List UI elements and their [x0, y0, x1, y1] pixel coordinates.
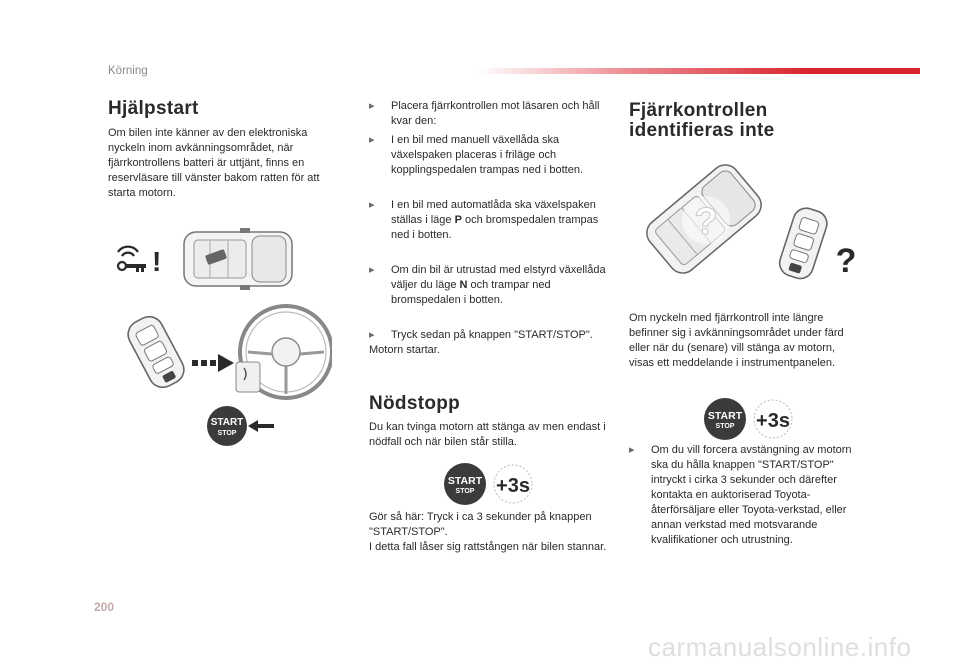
steering-wheel-icon: [228, 298, 332, 406]
section-title: Körning: [108, 65, 148, 77]
bullet-item: ▸ I en bil med automatlåda ska växelspaken ställas i läge P och bromspedalen trampas ned i botten.: [369, 199, 599, 241]
col3-body: Om nyckeln med fjärrkontroll inte längre befinner sig i avkänningsområdet under färd eller när du (senare) vill stänga av motorn, visas ett meddelande i instrumentpanelen.: [629, 312, 844, 369]
col1-body: Om bilen inte känner av den elektroniska nyckeln inom avkänningsområdet, när fjärrkontrollens batteri är uttjänt, finns en reservläsare till vänster bakom ratten för att starta motorn.: [108, 127, 320, 199]
col2-body1: Du kan tvinga motorn att stänga av men endast i nödfall och när bilen står stilla.: [369, 421, 606, 448]
car-top-view-icon: [636, 152, 772, 286]
remote-key-icon: [772, 204, 864, 284]
start-label: START: [707, 410, 743, 422]
col2-body2-line: I detta fall låser sig rattstången när bilen stannar.: [369, 541, 607, 553]
watermark-footer: carmanualsonline.info: [648, 632, 912, 662]
bullet-item: ▸ Om din bil är utrustad med elstyrd växellåda väljer du läge N och trampar ned bromspedalen i botten.: [369, 264, 606, 306]
heading-hjalpstart: Hjälpstart: [108, 98, 199, 119]
start-stop-button-icon: [206, 405, 276, 447]
exclamation-mark: !: [152, 246, 162, 274]
bullet-item: ▸ I en bil med manuell växellåda ska växelspaken placeras i friläge och kopplingspedalen trampas ned i botten.: [369, 134, 584, 176]
plus-3s-icon: +3s: [756, 410, 790, 432]
key-warning-icon: [110, 244, 166, 274]
stop-label: STOP: [715, 423, 735, 430]
plus-3s-icon: +3s: [496, 475, 530, 497]
bullet-item: ▸ Om du vill forcera avstängning av motorn ska du hålla knappen "START/STOP" intryckt i cirka 3 sekunder och därefter kontakta en auktoriserad Toyota-återförsäljare eller Toyota-verkstad, eller annan verkstad med motsvarande kvalifikationer och utrustning.: [629, 444, 852, 546]
bullet-item: ▸ Tryck sedan på knappen "START/STOP".: [369, 329, 593, 341]
stop-label: STOP: [217, 430, 237, 437]
start-label: START: [447, 475, 483, 487]
remote-key-icon: [120, 312, 192, 392]
heading-fjarrkontroll: Fjärrkontrollen identifieras inte: [629, 100, 775, 141]
bullet-item: ▸ Placera fjärrkontrollen mot läsaren och håll kvar den:: [369, 100, 600, 127]
col2-body2-line: Gör så här: Tryck i ca 3 sekunder på knappen "START/STOP".: [369, 511, 592, 538]
start-label: START: [210, 417, 244, 428]
car-top-view-icon: [180, 226, 296, 292]
question-mark-icon: ?: [694, 201, 718, 243]
heading-nodstopp: Nödstopp: [369, 393, 461, 414]
bullet-continuation: Motorn startar.: [369, 344, 440, 356]
question-mark-icon: ?: [835, 242, 857, 280]
start-stop-button-icon: [703, 397, 799, 441]
page-number: 200: [94, 600, 115, 614]
stop-label: STOP: [455, 488, 475, 495]
start-stop-button-icon: [443, 462, 539, 506]
header-accent-bar: [478, 68, 920, 74]
